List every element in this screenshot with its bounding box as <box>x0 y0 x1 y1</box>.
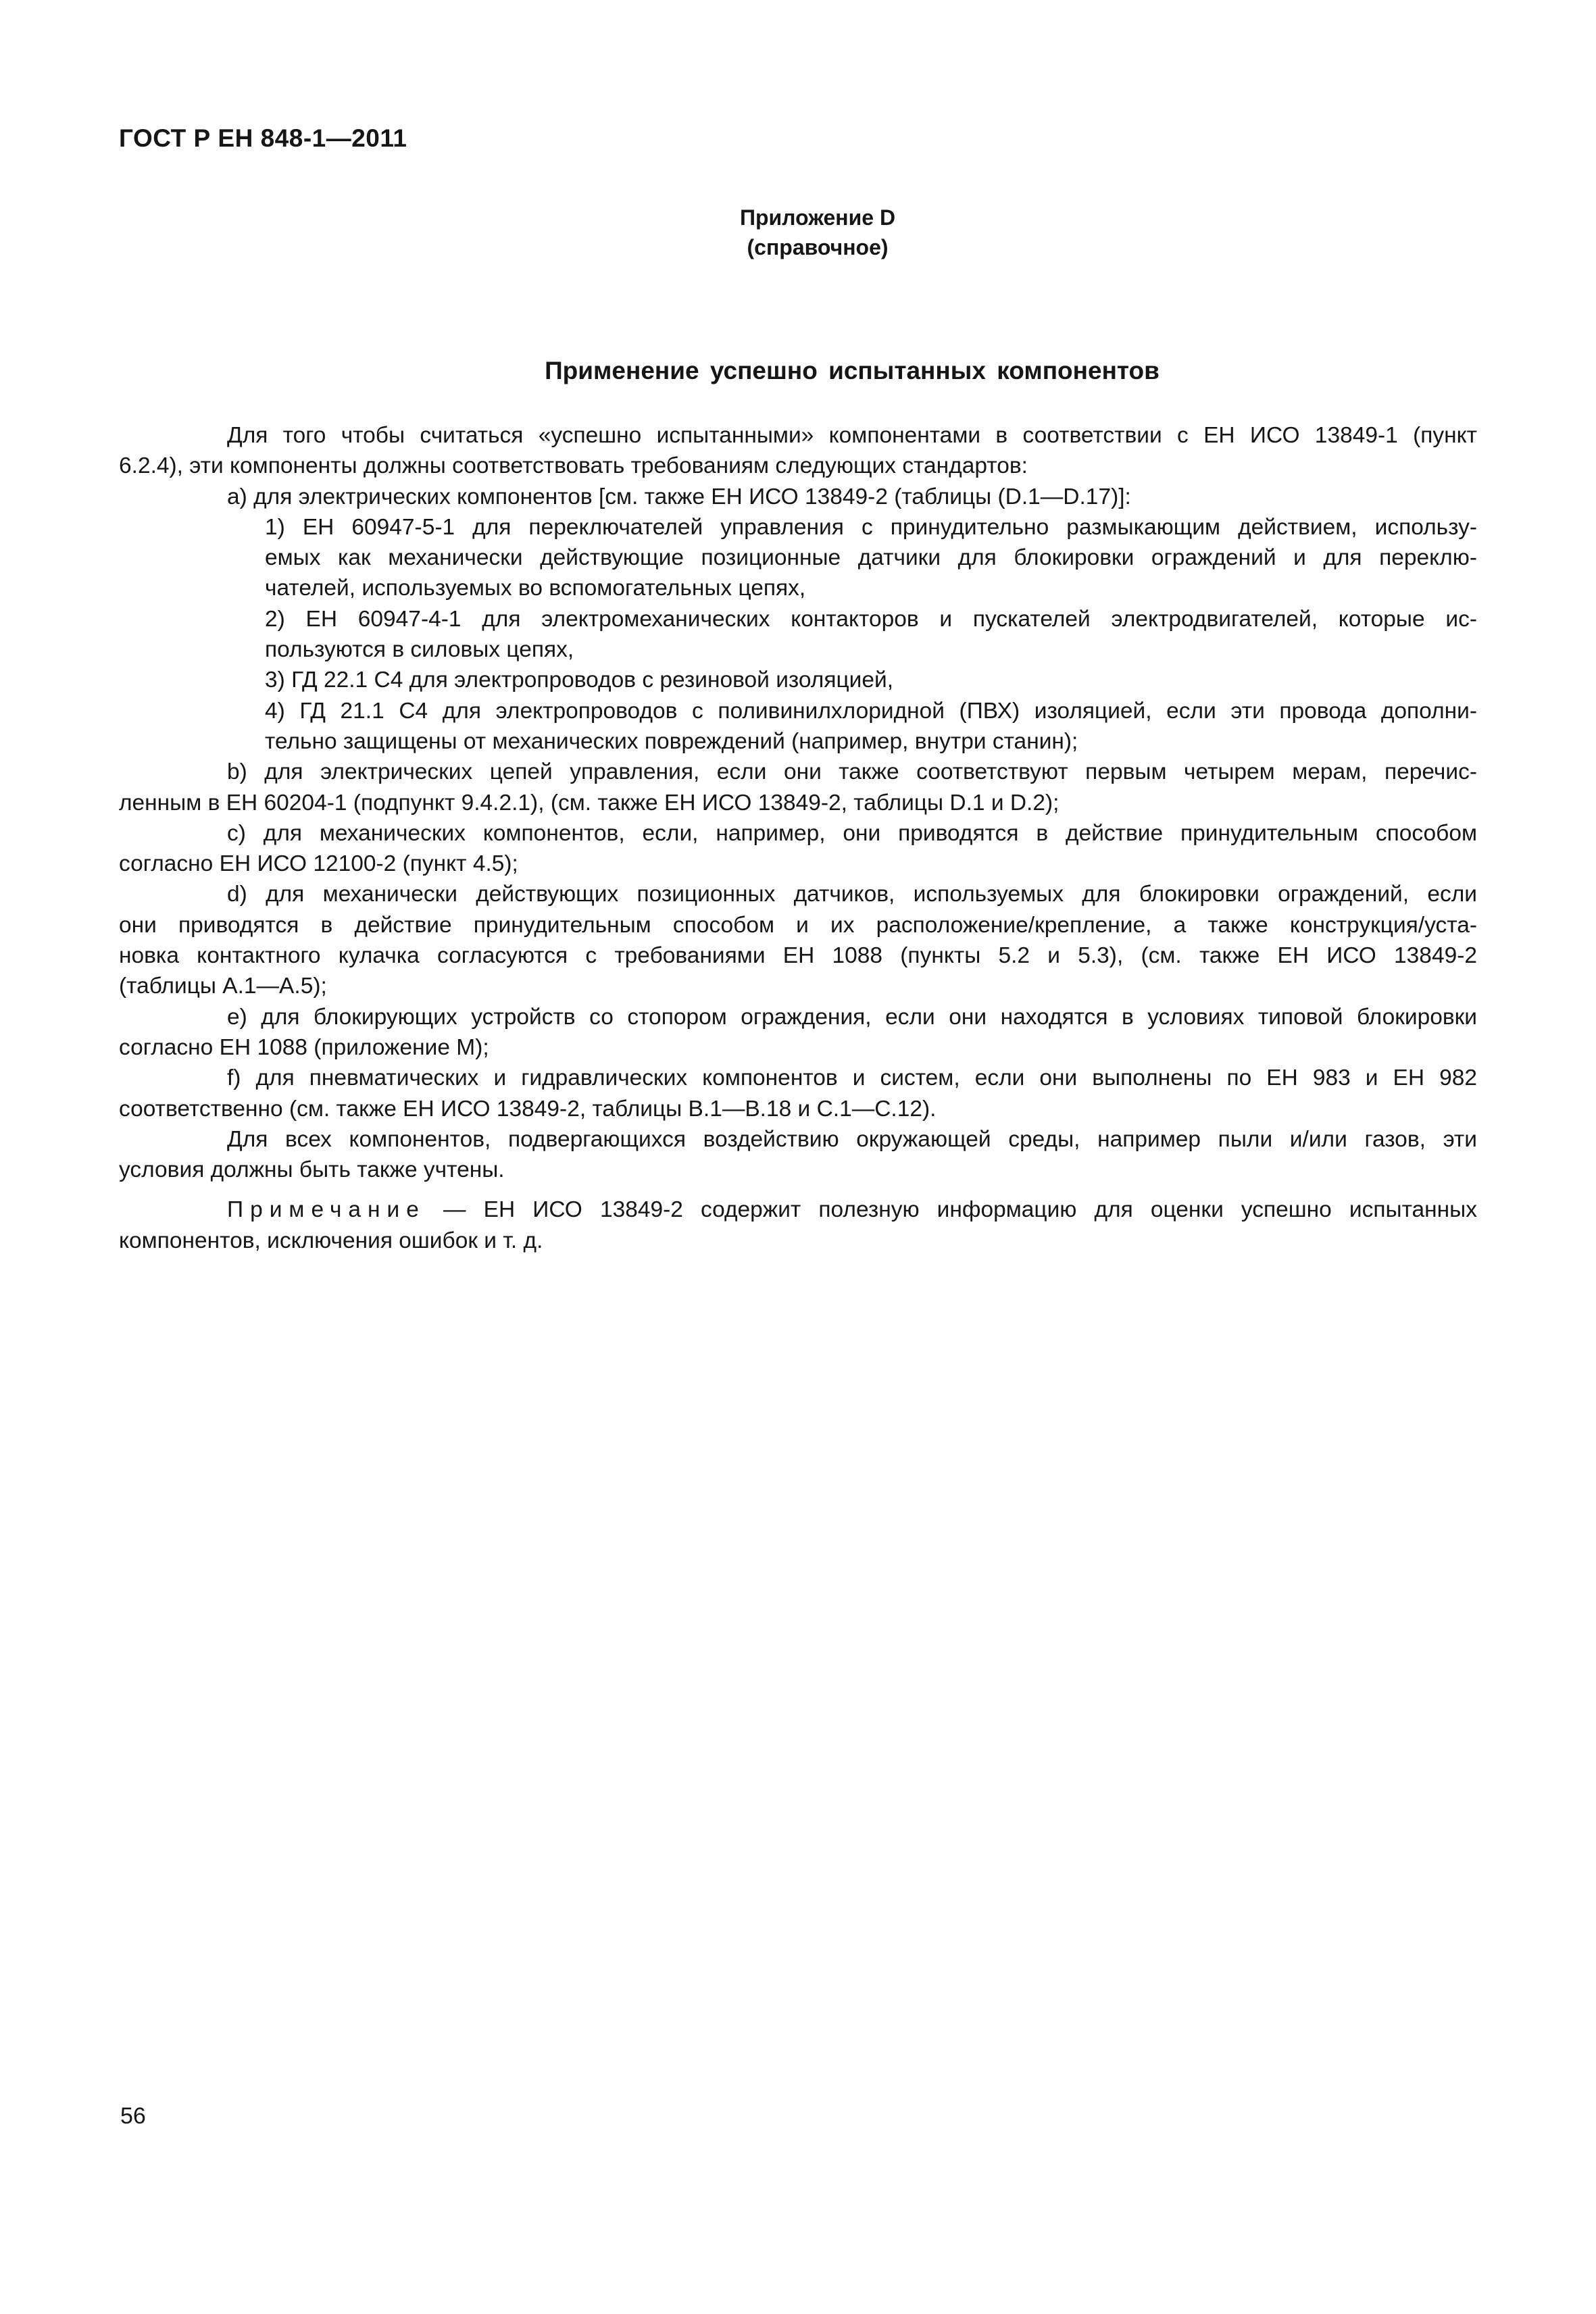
section-title: Применение успешно испытанных компонентов <box>545 357 1159 384</box>
page-number: 56 <box>120 2103 146 2129</box>
text-line: согласно ЕН 1088 (приложение М); <box>119 1034 489 1060</box>
annex-heading <box>0 203 1596 262</box>
list-item-b: b) для электрических цепей управления, если они также соответствуют первым четырем мерам, перечис- <box>227 759 1477 785</box>
document-body <box>119 420 1477 1256</box>
sub-item-2: 2) ЕН 60947-4-1 для электромеханических контакторов и пускателей электродвигателей, которые ис- <box>265 606 1477 632</box>
list-item-e: е) для блокирующих устройств со стопором ограждения, если они находятся в условиях типовой блокировки <box>227 1004 1477 1030</box>
text-line: емых как механически действующие позиционные датчики для блокировки ограждений и для переклю- <box>265 545 1477 571</box>
list-item-d: d) для механически действующих позиционных датчиков, используемых для блокировки ограждений, если <box>227 882 1477 907</box>
annex-label: Приложение D <box>739 205 896 230</box>
text-line: 6.2.4), эти компоненты должны соответствовать требованиям следующих стандартов: <box>119 453 1028 479</box>
note-line <box>119 1194 1477 1225</box>
text-line: чателей, используемых во вспомогательных цепях, <box>265 576 806 601</box>
text-line: соответственно (см. также ЕН ИСО 13849-2, таблицы В.1—В.18 и С.1—С.12). <box>119 1096 937 1122</box>
sub-item-1: 1) ЕН 60947-5-1 для переключателей управления с принудительно размыкающим действием, использу- <box>265 514 1477 540</box>
note-label: Примечание <box>227 1197 426 1223</box>
note-line: компонентов, исключения ошибок и т. д. <box>119 1228 543 1253</box>
text-line: Для того чтобы считаться «успешно испытанными» компонентами в соответствии с ЕН ИСО 13849-1 (пункт <box>227 423 1477 448</box>
text-line: тельно защищены от механических повреждений (например, внутри станин); <box>265 728 1078 754</box>
text-line: ленным в ЕН 60204-1 (подпункт 9.4.2.1), (см. также ЕН ИСО 13849-2, таблицы D.1 и D.2); <box>119 790 1059 815</box>
text-line: согласно ЕН ИСО 12100-2 (пункт 4.5); <box>119 851 518 877</box>
text-line: они приводятся в действие принудительным способом и их расположение/крепление, а также конструкция/уста- <box>119 912 1477 938</box>
note-text: — ЕН ИСО 13849-2 содержит полезную информацию для оценки успешно испытанных <box>443 1197 1477 1223</box>
text-line: условия должны быть также учтены. <box>119 1157 505 1183</box>
sub-item-4: 4) ГД 21.1 С4 для электропроводов с поливинилхлоридной (ПВХ) изоляцией, если эти провода дополни- <box>265 698 1477 724</box>
list-item-c: с) для механических компонентов, если, например, они приводятся в действие принудительным способом <box>227 820 1477 846</box>
annex-kind: (справочное) <box>747 235 889 259</box>
document-code: ГОСТ Р ЕН 848-1—2011 <box>119 124 407 152</box>
list-item-f: f) для пневматических и гидравлических компонентов и систем, если они выполнены по ЕН 983 и ЕН 982 <box>227 1065 1477 1091</box>
text-line: новка контактного кулачка согласуются с требованиями ЕН 1088 (пункты 5.2 и 5.3), (см. также ЕН ИСО 13849-2 <box>119 943 1477 969</box>
text-line: Для всех компонентов, подвергающихся воздействию окружающей среды, например пыли и/или газов, эти <box>227 1126 1477 1152</box>
text-line: (таблицы А.1—А.5); <box>119 974 327 999</box>
text-line: пользуются в силовых цепях, <box>265 637 574 663</box>
sub-item-3: 3) ГД 22.1 С4 для электропроводов с резиновой изоляцией, <box>265 668 894 693</box>
list-item-a: а) для электрических компонентов [см. также ЕН ИСО 13849-2 (таблицы (D.1—D.17)]: <box>227 484 1131 509</box>
